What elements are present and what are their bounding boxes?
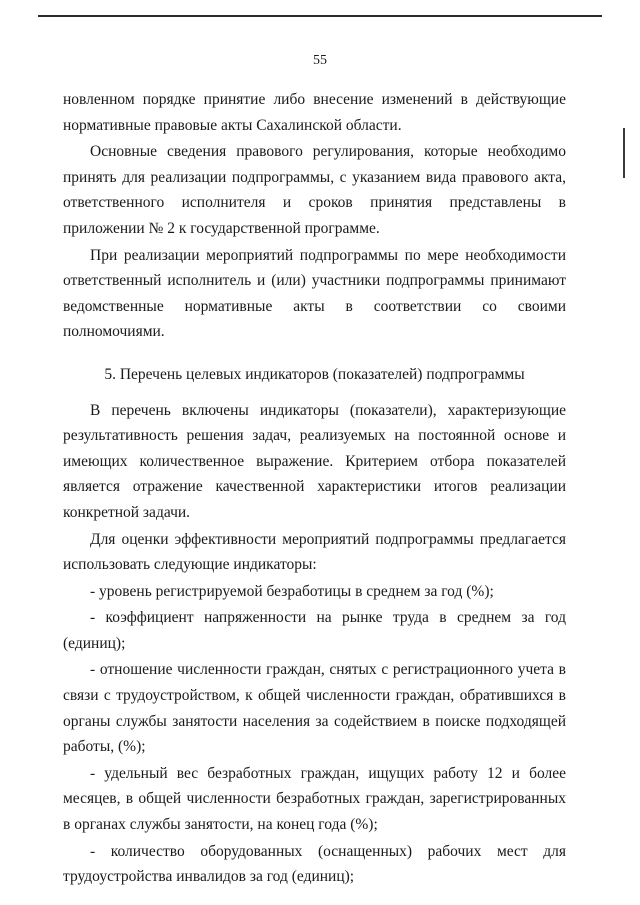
page-body bbox=[63, 87, 566, 891]
page-number: 55 bbox=[313, 53, 327, 68]
paragraph-departmental-acts: При реализации мероприятий подпрограммы по мере необходимости ответственный исполнитель и (или) участники подпрограммы принимают ведомственные нормативные акты в соответствии со своими полномочиями. bbox=[63, 246, 566, 341]
paragraph-indicators-intro: В перечень включены индикаторы (показатели), характеризующие результативность решения задач, реализуемых на постоянной основе и имеющих количественное выражение. Критерием отбора показателей является отражение качественной характеристики итогов реализации конкретной задачи. bbox=[63, 401, 566, 521]
margin-mark bbox=[623, 128, 625, 178]
paragraph-evaluation: Для оценки эффективности мероприятий подпрограммы предлагается использовать следующие индикаторы: bbox=[63, 530, 566, 574]
list-item-unemployment-rate: - уровень регистрируемой безработицы в среднем за год (%); bbox=[90, 582, 494, 600]
list-item-tension-coefficient: - коэффициент напряженности на рынке труда в среднем за год (единиц); bbox=[63, 609, 566, 652]
list-item-disabled-workplaces: - количество оборудованных (оснащенных) рабочих мест для трудоустройства инвалидов за год (единиц); bbox=[63, 842, 566, 886]
list-item-employment-ratio: - отношение численности граждан, снятых с регистрационного учета в связи с трудоустройством, к общей численности граждан, обратившихся в органы службы занятости населения за содействием в поиске подходящей работы, (%); bbox=[63, 661, 566, 756]
top-rule bbox=[38, 15, 602, 17]
paragraph-continuation: новленном порядке принятие либо внесение изменений в действующие нормативные правовые акты Сахалинской области. bbox=[63, 91, 566, 134]
section-heading: 5. Перечень целевых индикаторов (показателей) подпрограммы bbox=[104, 365, 525, 383]
paragraph-legal-regulation: Основные сведения правового регулирования, которые необходимо принять для реализации подпрограммы, с указанием вида правового акта, ответственного исполнителя и сроков принятия представлены в приложении № 2 к государственной программе. bbox=[63, 143, 566, 237]
list-item-long-term-unemployed: - удельный вес безработных граждан, ищущих работу 12 и более месяцев, в общей численности безработных граждан, зарегистрированных в органах службы занятости, на конец года (%); bbox=[63, 764, 566, 834]
